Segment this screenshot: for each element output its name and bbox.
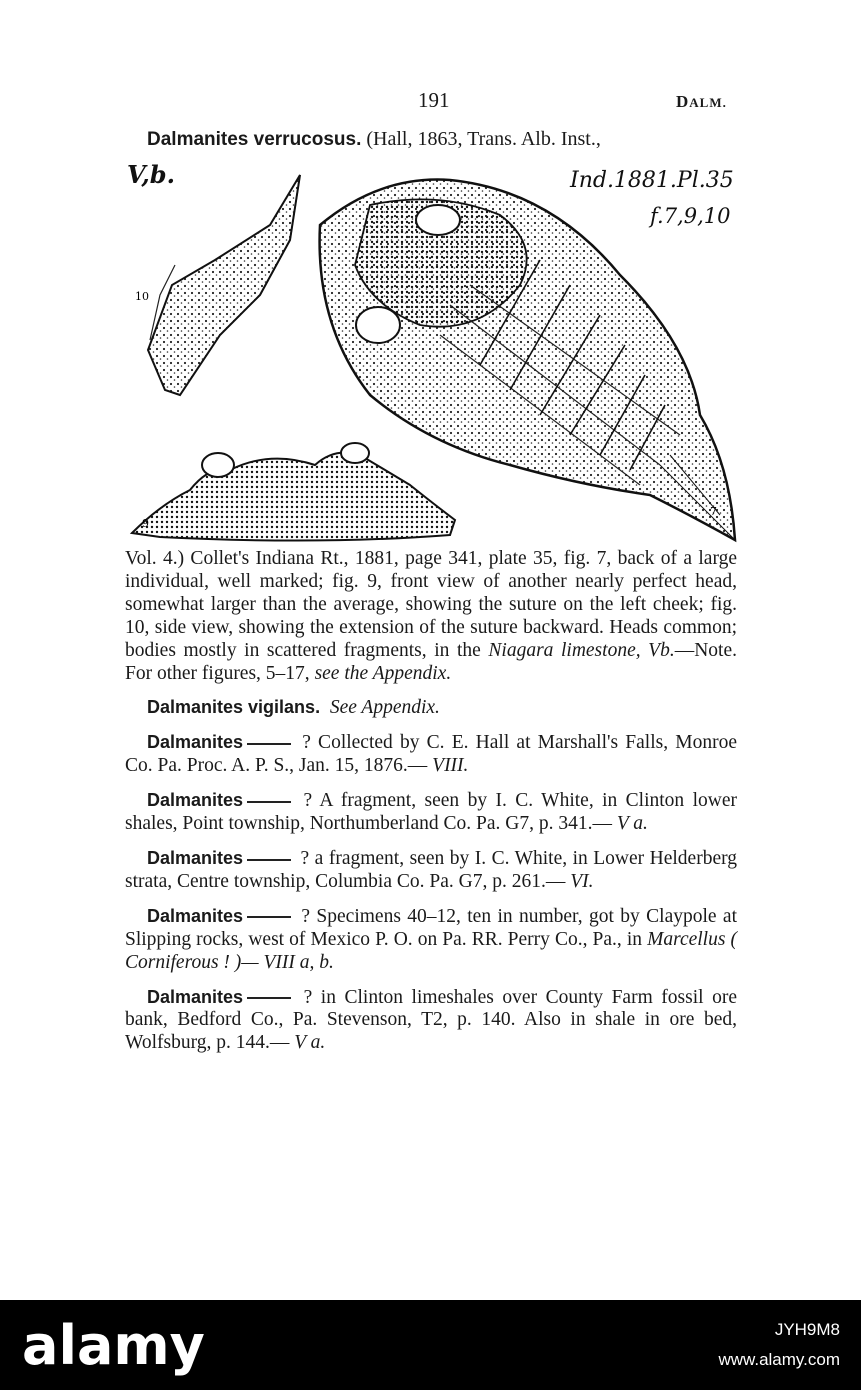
paragraph-entry-3 (125, 847, 737, 894)
alamy-logo (18, 1308, 238, 1382)
species-heading: Dalmanites vigilans. (147, 697, 321, 718)
paragraph-verrucosus (125, 548, 737, 685)
trilobite-illustration (120, 165, 740, 555)
handwritten-note-figs: f.7,9,10 (650, 204, 731, 228)
dash-rule (247, 743, 291, 745)
species-heading: Dalmanites (147, 905, 244, 926)
species-heading: Dalmanites (147, 847, 244, 868)
text-run: ? A fragment, seen by I. C. White, in Clinton lower shales, Point township, Northumberland Co. Pa. G7, p. 341.— (125, 790, 737, 835)
running-head-initial: D (676, 92, 690, 111)
text-run: —Note. For other figures, 5–17, (125, 639, 737, 684)
italic-run: VI. (570, 870, 594, 892)
logo-text: alamy (22, 1314, 205, 1377)
paragraph-entry-5 (125, 986, 737, 1056)
handwritten-note-plate: Ind.1881.Pl.35 (570, 168, 734, 193)
paragraph-entry-2 (125, 789, 737, 836)
italic-run: V a. (294, 1032, 326, 1054)
running-head-rest: ALM. (689, 95, 727, 110)
dash-rule (247, 801, 291, 803)
italic-run: Niagara limestone, Vb. (488, 639, 675, 661)
italic-run: Marcellus ( Corniferous ! )— VIII a, b. (125, 928, 737, 973)
image-id: JYH9M8 (774, 1320, 840, 1339)
fig-10-side-view (135, 175, 300, 395)
paragraph-entry-1 (125, 731, 737, 778)
species-heading: Dalmanites (147, 986, 244, 1007)
text-run: Vol. 4.) Collet's Indiana Rt., 1881, page 341, plate 35, fig. 7, back of a large individual, well marked; fig. 9, front view of another nearly perfect head, somewhat larger than the average, showing the suture on the left cheek; fig. 10, side view, showing the extension of the suture backward. Heads common; bodies mostly in scattered fragments, in the (125, 548, 737, 661)
text-run: ? in Clinton limeshales over County Farm fossil ore bank, Bedford Co., Pa. Stevenson, T2, p. 140. Also in shale in ore bed, Wolfsburg, p. 144.— (125, 986, 737, 1054)
italic-run: V a. (616, 813, 648, 835)
body-text (125, 548, 737, 1055)
dash-rule (247, 916, 291, 918)
handwritten-note-left: V,b. (127, 160, 175, 189)
running-head (676, 92, 727, 112)
text-run: ? Specimens 40–12, ten in number, got by Claypole at Slipping rocks, west of Mexico P. O. on Pa. RR. Perry Co., Pa., in (125, 905, 737, 950)
page-number: 191 (418, 88, 450, 112)
species-heading: Dalmanites (147, 732, 244, 753)
fig-7-label: 7 (710, 505, 717, 518)
text-run: ? Collected by C. E. Hall at Marshall's Falls, Monroe Co. Pa. Proc. A. P. S., Jan. 15, 1876.— (125, 732, 737, 777)
stock-footer-bar (0, 1300, 861, 1390)
site-url: www.alamy.com (718, 1350, 840, 1369)
paragraph-entry-4 (125, 905, 737, 975)
paragraph-vigilans (125, 696, 737, 720)
dash-rule (247, 859, 291, 861)
text-run: ? a fragment, seen by I. C. White, in Lower Helderberg strata, Centre township, Columbia Co. Pa. G7, p. 261.— (125, 847, 737, 892)
species-title (147, 128, 601, 151)
species-heading: Dalmanites (147, 790, 244, 811)
italic-run: See Appendix. (329, 697, 440, 719)
species-citation: (Hall, 1863, Trans. Alb. Inst., (361, 128, 601, 150)
italic-run: see the Appendix. (314, 662, 452, 684)
fig-10-label: 10 (135, 290, 149, 303)
fig-9-head-front-view (132, 443, 455, 541)
fig-9-label: 9 (142, 517, 149, 530)
species-name: Dalmanites verrucosus. (147, 129, 362, 150)
italic-run: VIII. (432, 755, 469, 777)
dash-rule (247, 997, 291, 999)
